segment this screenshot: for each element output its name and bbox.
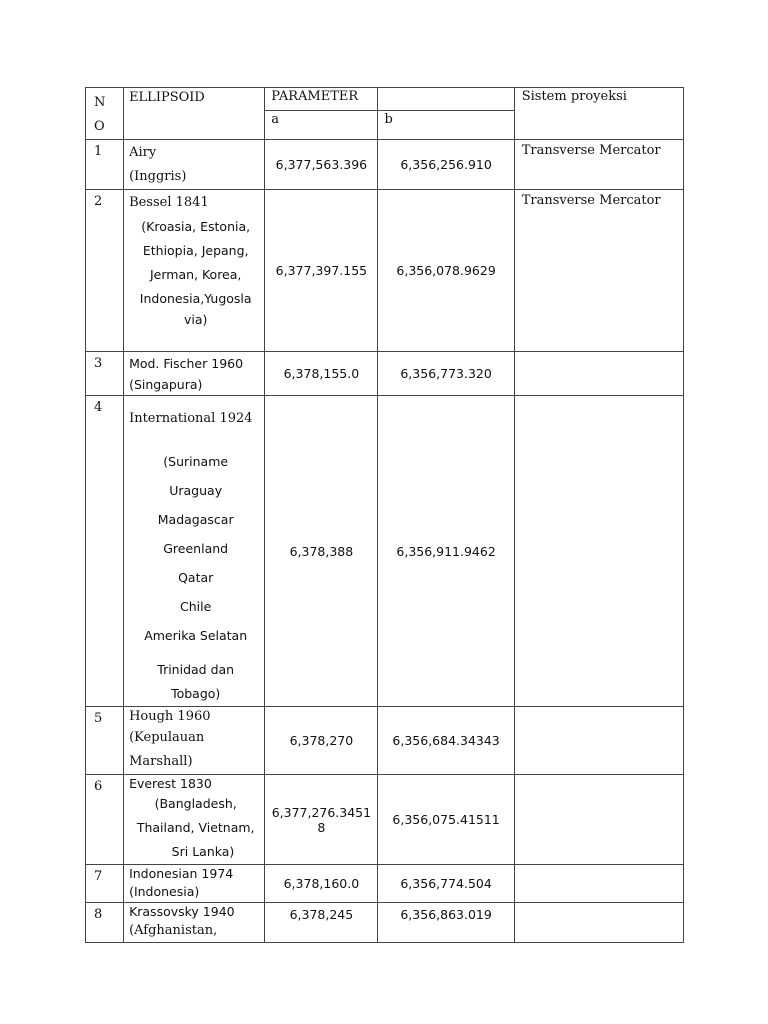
param-b: 6,356,256.910: [378, 140, 514, 190]
row-ellipsoid: [124, 865, 265, 903]
param-a: 6,377,276.34518: [265, 775, 378, 865]
param-b: 6,356,075.41511: [378, 775, 514, 865]
param-b: 6,356,911.9462: [378, 396, 514, 707]
row-no: 5: [86, 707, 124, 775]
ellipsoid-countries: Marshall): [129, 754, 193, 769]
sistem-proyeksi: [514, 903, 683, 943]
country-line: Uraguay: [169, 483, 223, 498]
country-line: Greenland: [163, 541, 229, 556]
param-b: 6,356,684.34343: [378, 707, 514, 775]
country-line: (Kroasia, Estonia,: [141, 219, 251, 234]
param-b: 6,356,863.019: [378, 903, 514, 943]
ellipsoid-countries: (Singapura): [129, 377, 203, 392]
ellipsoid-name: Everest 1830: [129, 776, 212, 791]
header-a: a: [265, 110, 378, 139]
row-no: 7: [86, 865, 124, 903]
param-a: 6,377,563.396: [265, 140, 378, 190]
row-no: 6: [86, 775, 124, 865]
header-no-line2: O: [94, 119, 105, 134]
table-row: [86, 865, 684, 903]
country-line: Trinidad dan: [157, 662, 235, 677]
row-ellipsoid: [124, 352, 265, 396]
country-line: (Suriname: [163, 454, 229, 469]
header-b: b: [378, 110, 514, 139]
table-row: [86, 190, 684, 352]
ellipsoid-name: Hough 1960: [129, 709, 211, 724]
param-a: 6,378,155.0: [265, 352, 378, 396]
sistem-proyeksi: [514, 775, 683, 865]
sistem-proyeksi: Transverse Mercator: [514, 140, 683, 190]
row-no: 3: [86, 352, 124, 396]
row-no: 1: [86, 140, 124, 190]
row-ellipsoid: [124, 190, 265, 352]
ellipsoid-countries: [129, 792, 262, 864]
header-parameter: PARAMETER: [265, 88, 378, 111]
param-b: 6,356,078.9629: [378, 190, 514, 352]
ellipsoid-countries: (Kepulauan: [129, 730, 205, 745]
row-no: 4: [86, 396, 124, 707]
param-a: 6,377,397.155: [265, 190, 378, 352]
param-a: 6,378,388: [265, 396, 378, 707]
param-a: 6,378,160.0: [265, 865, 378, 903]
sistem-proyeksi: Transverse Mercator: [514, 190, 683, 352]
ellipsoid-name: International 1924: [129, 411, 253, 426]
row-ellipsoid: [124, 903, 265, 943]
country-line: (Bangladesh,: [154, 796, 237, 811]
country-line: Sri Lanka): [171, 844, 235, 859]
table-row: [86, 396, 684, 707]
country-line: Ethiopia, Jepang,: [142, 243, 249, 258]
sistem-proyeksi: [514, 707, 683, 775]
row-ellipsoid: [124, 707, 265, 775]
country-line: Chile: [180, 599, 212, 614]
header-no-line1: N: [94, 95, 106, 110]
header-parameter-blank: [378, 88, 514, 111]
country-line: Tobago): [171, 686, 221, 701]
param-b: 6,356,774.504: [378, 865, 514, 903]
row-ellipsoid: [124, 140, 265, 190]
header-no: [86, 88, 124, 140]
sistem-proyeksi: [514, 865, 683, 903]
row-ellipsoid: [124, 775, 265, 865]
country-line: Amerika Selatan: [144, 628, 248, 643]
param-a: 6,378,245: [265, 903, 378, 943]
ellipsoid-name: Airy: [129, 145, 157, 160]
ellipsoid-name: Mod. Fischer 1960: [129, 356, 244, 371]
ellipsoid-countries: (Indonesia): [129, 884, 200, 899]
ellipsoid-countries: [129, 447, 262, 706]
ellipsoid-name: Krassovsky 1940: [129, 904, 235, 919]
table-row: [86, 140, 684, 190]
sistem-proyeksi: [514, 352, 683, 396]
table-row: [86, 352, 684, 396]
country-line: Madagascar: [157, 512, 234, 527]
country-line: Indonesia,Yugosla: [139, 291, 252, 306]
ellipsoid-name: Bessel 1841: [129, 195, 209, 210]
country-line: Jerman, Korea,: [149, 267, 242, 282]
row-ellipsoid: [124, 396, 265, 707]
header-ellipsoid: ELLIPSOID: [124, 88, 265, 140]
country-line: Thailand, Vietnam,: [136, 820, 255, 835]
country-line: via): [183, 312, 208, 327]
header-row: [86, 88, 684, 111]
row-no: 8: [86, 903, 124, 943]
ellipsoid-countries: [129, 215, 262, 329]
ellipsoid-table: [85, 87, 684, 943]
ellipsoid-name: Indonesian 1974: [129, 866, 234, 881]
row-no: 2: [86, 190, 124, 352]
table-row: [86, 903, 684, 943]
sistem-proyeksi: [514, 396, 683, 707]
param-b: 6,356,773.320: [378, 352, 514, 396]
ellipsoid-countries: (Afghanistan,: [129, 923, 218, 938]
country-line: Qatar: [178, 570, 214, 585]
ellipsoid-countries: (Inggris): [129, 169, 187, 184]
param-a: 6,378,270: [265, 707, 378, 775]
header-sistem: Sistem proyeksi: [514, 88, 683, 140]
table-row: [86, 775, 684, 865]
table-row: [86, 707, 684, 775]
